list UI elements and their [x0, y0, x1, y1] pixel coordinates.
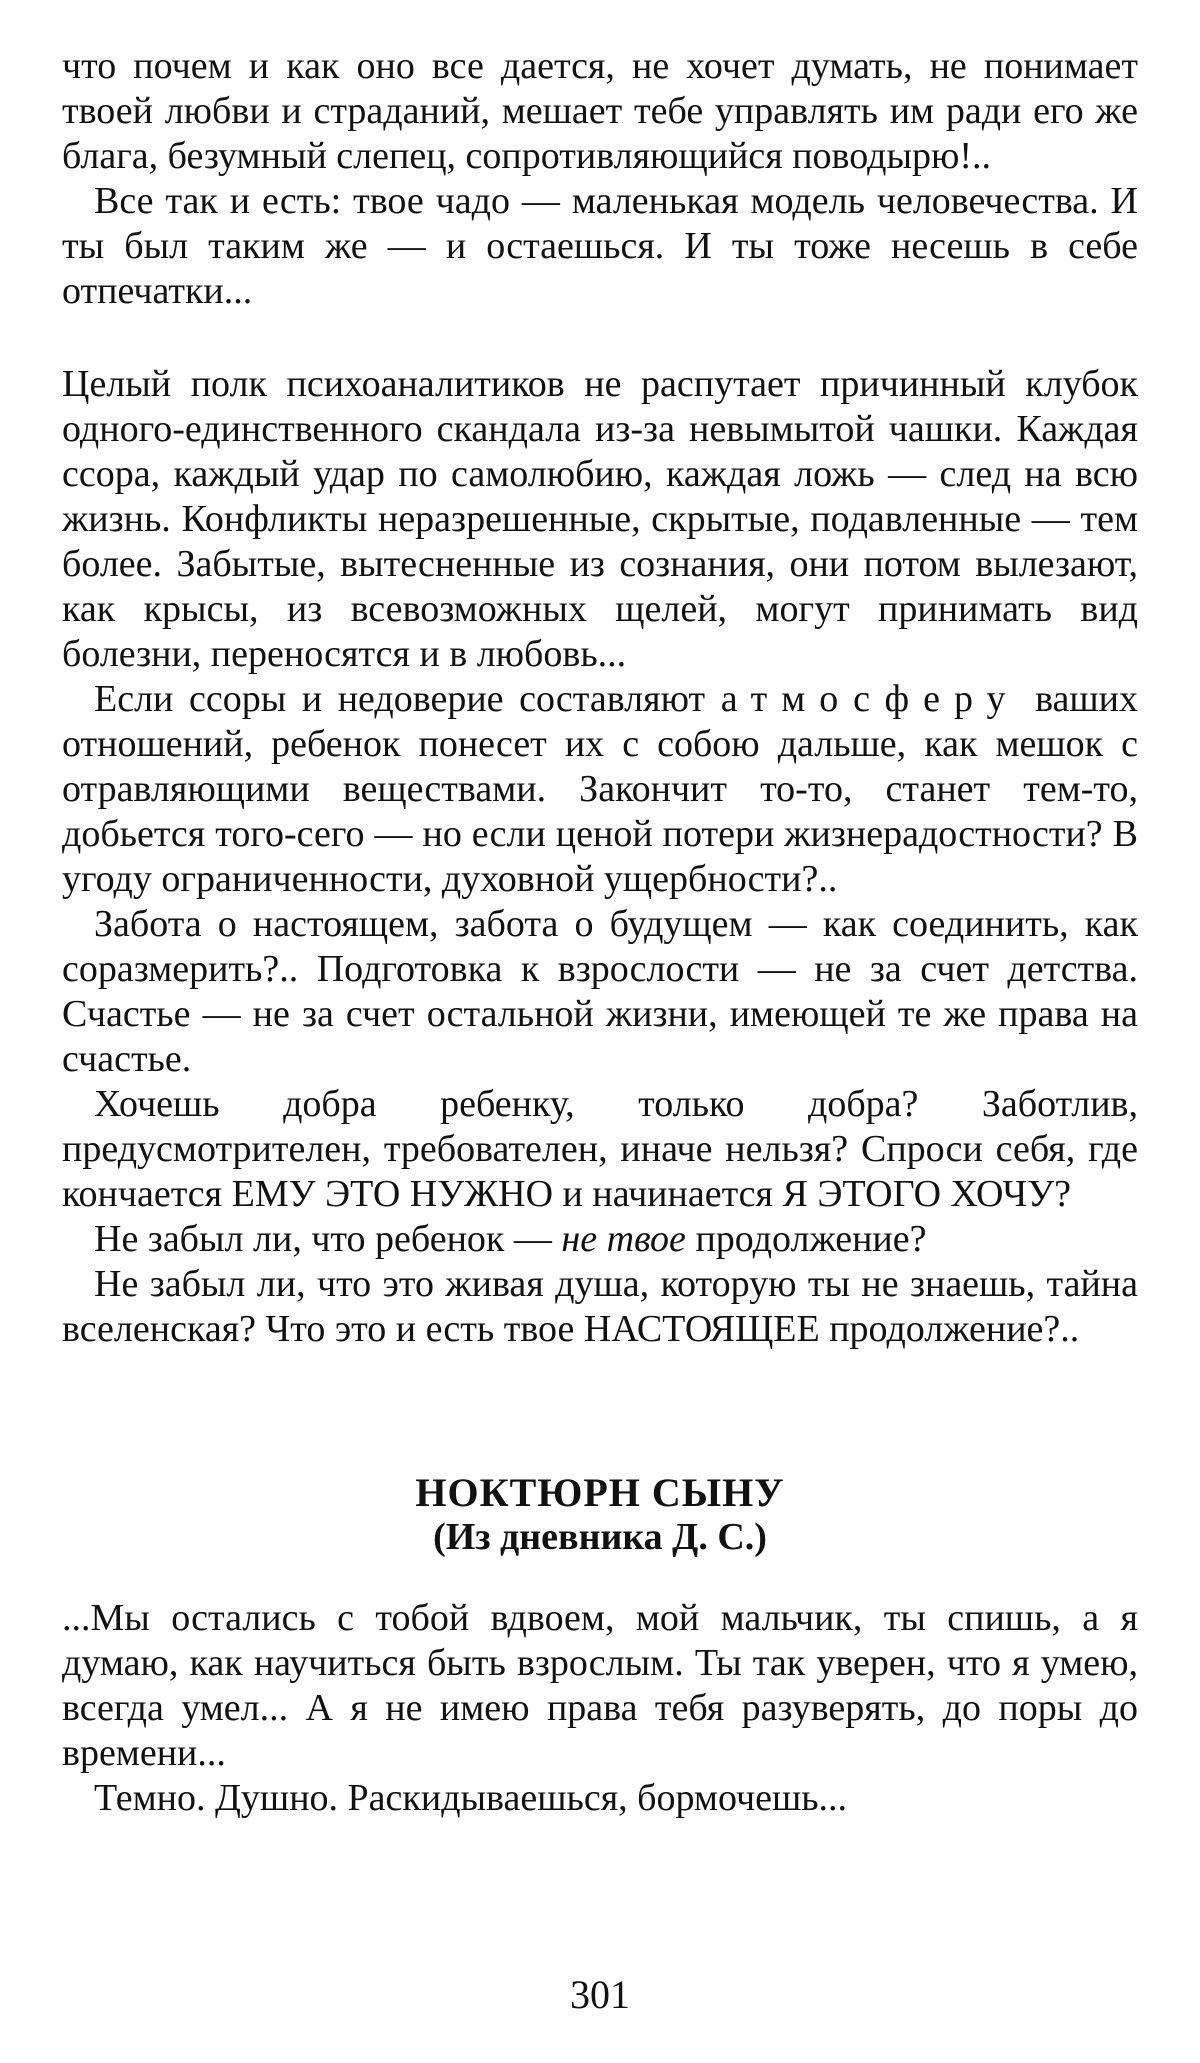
chapter-title: НОКТЮРН СЫНУ [415, 1470, 785, 1515]
paragraph-5: Забота о настоящем, забота о будущем — как соединить, как соразмерить?.. Подготовка к взрослости — не за счет детства. Счастье — не за счет остальной жизни, имеющей те же права на счастье. [62, 903, 1138, 1080]
chapter-subtitle: (Из дневника Д. С.) [433, 1516, 767, 1558]
paragraph-7 [62, 1217, 1138, 1262]
paragraph-10: Темно. Душно. Раскидываешься, бормочешь... [94, 1777, 848, 1819]
paragraph-4-end: ваших отношений, ребенок понесет их с собою дальше, как мешок с отравляющими веществами. Закончит то-то, станет тем-то, добьется того-сего — но если ценой потери жизнерадостности? В угоду ограниченности, духовной ущербности?.. [62, 678, 1139, 900]
page-number: 301 [570, 1972, 630, 2017]
paragraph-3: Целый полк психоаналитиков не распутает причинный клубок одного-единственного скандала из-за невымытой чашки. Каждая ссора, каждый удар по самолюбию, каждая ложь — след на всю жизнь. Конфликты неразрешенные, скрытые, подавленные — тем более. Забытые, вытесненные из сознания, они потом вылезают, как крысы, из всевозможных щелей, могут принимать вид болезни, переносятся и в любовь... [62, 363, 1138, 675]
chapter-break [62, 1352, 1138, 1470]
italic-phrase: не твое [561, 1218, 686, 1260]
paragraph-4 [62, 677, 1138, 902]
paragraph-4-start: Если ссоры и недоверие составляют [94, 678, 721, 720]
paragraph-7-start: Не забыл ли, что ребенок — [94, 1218, 562, 1260]
paragraph-1: что почем и как оно все дается, не хочет думать, не понимает твоей любви и страданий, мешает тебе управлять им ради его же блага, безумный слепец, сопротивляющийся поводырю!.. [62, 45, 1138, 177]
section-break [62, 314, 1138, 362]
book-page [62, 44, 1138, 2044]
paragraph-6: Хочешь добра ребенку, только добра? Заботлив, предусмотрителен, требователен, иначе нельзя? Спроси себя, где кончается ЕМУ ЭТО НУЖНО и начинается Я ЭТОГО ХОЧУ? [62, 1083, 1138, 1215]
paragraph-2: Все так и есть: твое чадо — маленькая модель человечества. И ты был таким же — и остаешься. И ты тоже несешь в себе отпечатки... [62, 180, 1138, 312]
spaced-word: атмосферу [720, 678, 1020, 720]
paragraph-9: ...Мы остались с тобой вдвоем, мой мальчик, ты спишь, а я думаю, как научиться быть взрослым. Ты так уверен, что я умею, всегда умел... А я не имею права тебя разуверять, до поры до времени... [62, 1597, 1138, 1774]
paragraph-8: Не забыл ли, что это живая душа, которую ты не знаешь, тайна вселенская? Что это и есть твое НАСТОЯЩЕЕ продолжение?.. [62, 1263, 1138, 1350]
paragraph-7-end: продолжение? [685, 1218, 927, 1260]
heading-spacer [62, 1560, 1138, 1596]
